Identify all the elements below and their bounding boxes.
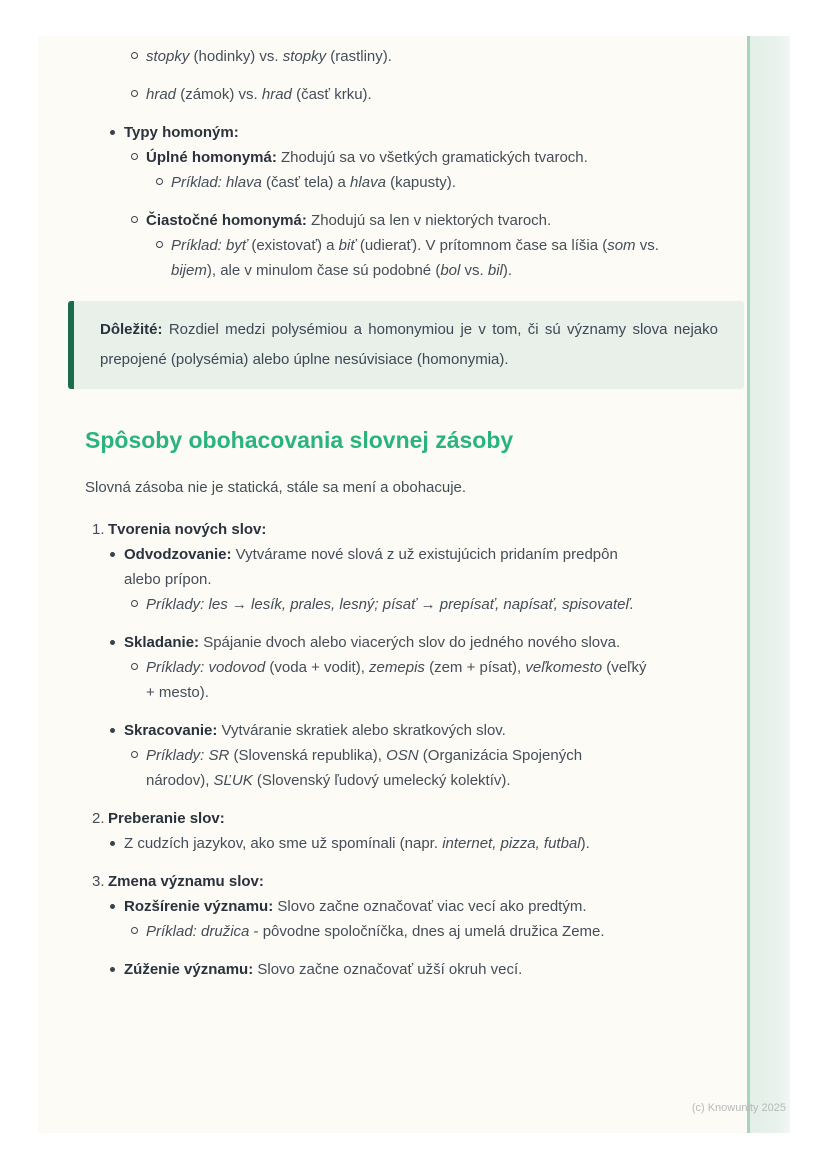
section-heading: Spôsoby obohacovania slovnej zásoby [85,427,514,453]
text-run: (rastliny). [326,48,392,65]
text-run: som [607,237,636,254]
homonym-examples-list [85,44,744,283]
list-item-ciastocne-homonyma [130,208,744,233]
text-run: biť [338,237,356,254]
list-item-priklady-les [130,592,642,617]
text-run: (Slovenský ľudový umelecký kolektív). [252,772,511,789]
list-item-rozsirenie [108,894,744,919]
text-run: OSN [386,747,419,764]
text-run: (voda + vodit), [265,659,370,676]
text-run: Príklad: družica [146,923,250,940]
text-run: - pôvodne spoločníčka, dnes aj umelá družica Zeme. [249,923,605,940]
text-run: bil [487,262,503,279]
document-page [38,36,790,1133]
text-run: zemepis [369,659,425,676]
text-run: (Slovenská republika), [229,747,387,764]
list-item-priklad-hlava [155,170,744,195]
item-number: 2. [92,810,105,827]
list-item-priklad-druzica [130,919,622,944]
text-run: stopky [146,48,190,65]
text-run: hrad [261,86,292,103]
text-run: (zámok) vs. [176,86,262,103]
text-run: Vytvárame nové slová z už existujúcich pridaním predpôn alebo prípon. [124,546,618,588]
text-run: Skracovanie: [124,722,218,739]
copyright-watermark: (c) Knowunity 2025 [691,1102,786,1114]
text-run: (časť krku). [291,86,372,103]
list-item-priklad-byt-bit [155,233,677,283]
text-run: hlava [350,174,386,191]
text-run: bol [440,262,461,279]
text-run: veľkomesto [525,659,603,676]
text-run: hrad [146,86,177,103]
text-run: Spájanie dvoch alebo viacerých slov do jedného nového slova. [199,634,621,651]
item-number: 3. [92,873,105,890]
text-run: vs. [460,262,488,279]
text-run: Vytváranie skratiek alebo skratkových slov. [217,722,506,739]
text-run: Úplné homonymá: [146,149,277,166]
text-run: (existovať) a [247,237,339,254]
page-content [38,36,790,982]
text-run: (časť tela) a [261,174,351,191]
text-run: Príklady: les → lesík, prales, lesný; písať → prepísať, napísať, spisovateľ. [146,596,634,613]
text-run: Zhodujú sa vo všetkých gramatických tvaroch. [276,149,588,166]
text-run: Typy homoným: [124,124,239,141]
list-item-priklady-vodovod [130,655,652,705]
text-run: internet, pizza, futbal [442,835,581,852]
text-run: Čiastočné homonymá: [146,212,307,229]
text-run: Odvodzovanie: [124,546,232,563]
list-item-zuzenie [108,957,744,982]
text-run: Z cudzích jazykov, ako sme už spomínali (napr. [124,835,443,852]
text-run: (zem + písat), [424,659,526,676]
text-run: (Organizácia Spojených národov), [146,747,583,789]
text-run: Slovo začne označovať užší okruh vecí. [253,961,523,978]
list-item-typy-homonym [108,120,744,145]
item-title: Tvorenia nových slov: [108,521,267,538]
important-callout [68,301,744,389]
list-item-hrad [130,82,744,107]
text-run: (hodinky) vs. [189,48,283,65]
enrichment-list [85,517,744,982]
text-run: Príklady: SR [146,747,230,764]
text-run: Príklad: hlava [171,174,262,191]
text-run: Rozšírenie významu: [124,898,274,915]
item-title: Preberanie slov: [108,810,225,827]
text-run: (kapusty). [385,174,456,191]
text-run: Slovo začne označovať viac vecí ako predtým. [273,898,587,915]
text-run: stopky [282,48,327,65]
text-run: (udierať). V prítomnom čase sa líšia ( [355,237,608,254]
text-run: Zhodujú sa len v niektorých tvaroch. [306,212,552,229]
list-item-z-cudzich [108,831,744,856]
text-run: Príklad: byť [171,237,248,254]
numbered-item-2 [76,806,744,831]
text-run: SĽUK [213,772,253,789]
text-run: vs. [635,237,659,254]
text-run: bijem [171,262,207,279]
list-item-uplne-homonyma [130,145,744,170]
numbered-item-1 [76,517,744,542]
item-title: Zmena významu slov: [108,873,264,890]
list-item-stopky [130,44,744,69]
text-run: Príklady: vodovod [146,659,266,676]
numbered-item-3 [76,869,744,894]
list-item-skladanie [108,630,630,655]
section-intro: Slovná zásoba nie je statická, stále sa mení a obohacuje. [85,479,467,496]
text-run: Skladanie: [124,634,200,651]
text-run: ). [502,262,513,279]
list-item-skracovanie [108,718,744,743]
text-run: ), ale v minulom čase sú podobné ( [206,262,441,279]
text-run: Zúženie významu: [124,961,254,978]
text-run: ). [580,835,590,852]
callout-lead: Dôležité: [100,321,163,338]
text-run: (veľký + mesto). [146,659,647,701]
list-item-odvodzovanie [108,542,630,592]
list-item-priklady-sr [130,743,642,793]
callout-text: Rozdiel medzi polysémiou a homonymiou je v tom, či sú významy slova nejako prepojené (polysémia) alebo úplne nesúvisiace (homonymia). [100,321,718,368]
item-number: 1. [92,521,105,538]
